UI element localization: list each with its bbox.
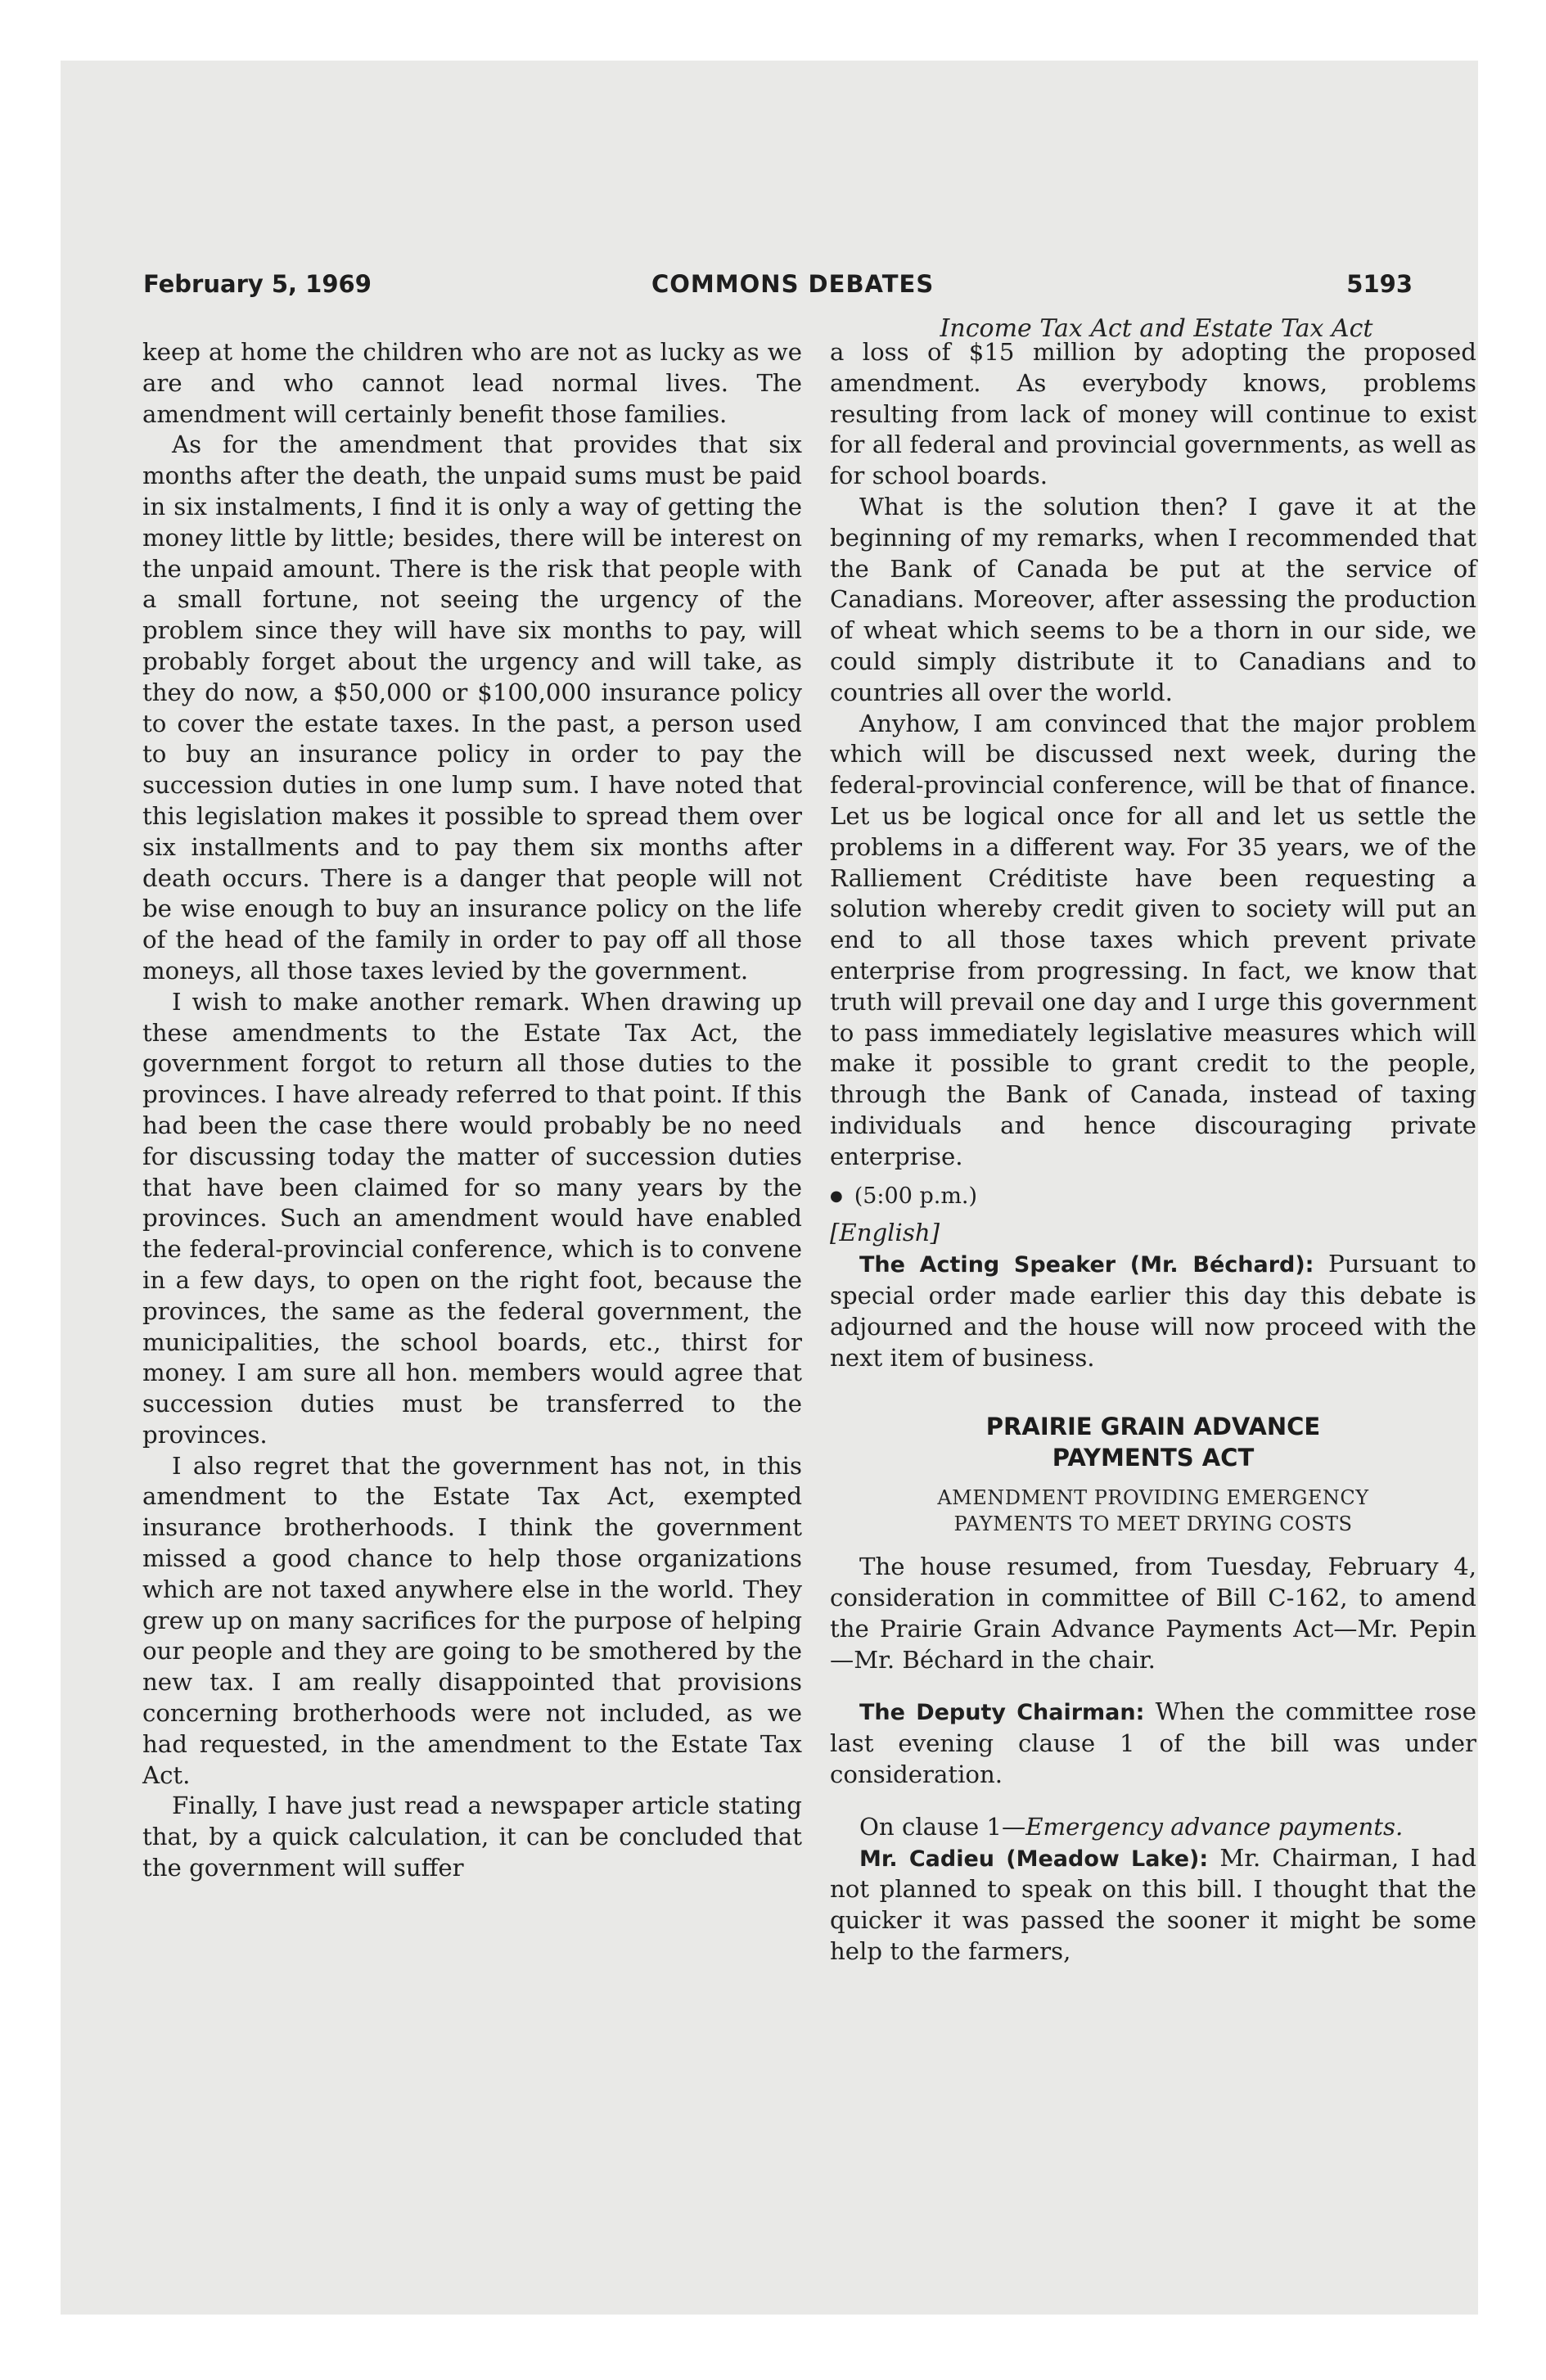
left-column — [142, 337, 802, 1884]
speech-text: When the committee rose last evening clause 1 of the bill was under consideration. — [830, 1697, 1476, 1789]
heading-line: PAYMENTS ACT — [1052, 1444, 1255, 1472]
subheading-line: AMENDMENT PROVIDING EMERGENCY — [937, 1486, 1369, 1510]
clause-prefix: On clause 1— — [859, 1812, 1026, 1841]
section-subheading — [830, 1485, 1476, 1537]
speaker-name: The Acting Speaker (Mr. Béchard): — [859, 1252, 1314, 1278]
speech-text: Pursuant to special order made earlier this day this debate is adjourned and the house will now proceed with the next item of business. — [830, 1250, 1476, 1372]
header-date: February 5, 1969 — [143, 270, 372, 298]
right-column — [830, 337, 1476, 1968]
heading-line: PRAIRIE GRAIN ADVANCE — [985, 1413, 1321, 1441]
paragraph: I also regret that the government has not, in this amendment to the Estate Tax Act, exempted insurance brotherhoods. I think the government missed a good chance to help those organizations which are not taxed anywhere else in the world. They grew up on many sacrifices for the purpose of helping our people and they are going to be smothered by the new tax. I am really disappointed that provisions concerning brotherhoods were not included, as we had requested, in the amendment to the Estate Tax Act. — [142, 1451, 802, 1789]
speech-text: Mr. Chairman, I had not planned to speak on this bill. I thought that the quicker it was passed the sooner it might be some help to the farmers, — [830, 1843, 1476, 1966]
time-text: (5:00 p.m.) — [854, 1183, 978, 1209]
bullet-icon: ● — [830, 1187, 843, 1205]
language-marker: [English] — [830, 1219, 940, 1247]
header-title: COMMONS DEBATES — [651, 270, 935, 298]
time-marker — [830, 1181, 1476, 1212]
speaker-paragraph — [830, 1249, 1476, 1373]
subheading-line: PAYMENTS TO MEET DRYING COSTS — [953, 1512, 1353, 1536]
paragraph: I wish to make another remark. When drawing up these amendments to the Estate Tax Act, the government forgot to return all those duties to the provinces. I have already referred to that point. If this had been the case there would probably be no need for discussing today the matter of succession duties that have been claimed for so many years by the provinces. Such an amendment would have enabled the federal-provincial conference, which is to convene in a few days, to open on the right foot, because the provinces, the same as the federal government, the municipalities, the school boards, etc., thirst for money. I am sure all hon. members would agree that succession duties must be transferred to the provinces. — [142, 987, 802, 1449]
speaker-paragraph — [830, 1843, 1476, 1968]
speaker-name: Mr. Cadieu (Meadow Lake): — [859, 1846, 1209, 1872]
page-number: 5193 — [1346, 270, 1413, 298]
paragraph: As for the amendment that provides that six months after the death, the unpaid sums must be paid in six instalments, I find it is only a way of getting the money little by little; besides, there will be interest on the unpaid amount. There is the risk that people with a small fortune, not seeing the urgency of the problem since they will have six months to pay, will probably forget about the urgency and will take, as they do now, a $50,000 or $100,000 insurance policy to cover the estate taxes. In the past, a person used to buy an insurance policy in order to pay the succession duties in one lump sum. I have noted that this legislation makes it possible to spread them over six installments and to pay them six months after death occurs. There is a danger that people will not be wise enough to buy an insurance policy on the life of the head of the family in order to pay off all those moneys, all those taxes levied by the government. — [142, 430, 802, 985]
clause-line — [830, 1812, 1476, 1843]
paragraph: a loss of $15 million by adopting the proposed amendment. As everybody knows, problems resulting from lack of money will continue to exist for all federal and provincial governments, as well as for school boards. — [830, 338, 1476, 490]
section-heading — [830, 1411, 1476, 1473]
paragraph: Finally, I have just read a newspaper article stating that, by a quick calculation, it can be concluded that the government will suffer — [142, 1792, 802, 1882]
paragraph: What is the solution then? I gave it at the beginning of my remarks, when I recommended that the Bank of Canada be put at the service of Canadians. Moreover, after assessing the production of wheat which seems to be a thorn in our side, we could simply distribute it to Canadians and to countries all over the world. — [830, 492, 1476, 706]
running-title: Income Tax Act and Estate Tax Act — [940, 314, 1373, 343]
page-sheet — [61, 61, 1478, 2315]
paragraph: keep at home the children who are not as lucky as we are and who cannot lead normal lives. The amendment will certainly benefit those families. — [142, 338, 802, 428]
speaker-paragraph — [830, 1697, 1476, 1790]
paragraph: Anyhow, I am convinced that the major problem which will be discussed next week, during the federal-provincial conference, will be that of finance. Let us be logical once for all and let us settle the problems in a different way. For 35 years, we of the Ralliement Créditiste have been requesting a solution whereby credit given to society will put an end to all those taxes which prevent private enterprise from progressing. In fact, we know that truth will prevail one day and I urge this government to pass immediately legislative measures which will make it possible to grant credit to the people, through the Bank of Canada, instead of taxing individuals and hence discouraging private enterprise. — [830, 709, 1476, 1170]
clause-title: Emergency advance payments. — [1025, 1812, 1404, 1841]
speaker-name: The Deputy Chairman: — [859, 1700, 1145, 1726]
paragraph: The house resumed, from Tuesday, February 4, consideration in committee of Bill C-162, to amend the Prairie Grain Advance Payments Act—Mr. Pepin—Mr. Béchard in the chair. — [830, 1553, 1476, 1674]
